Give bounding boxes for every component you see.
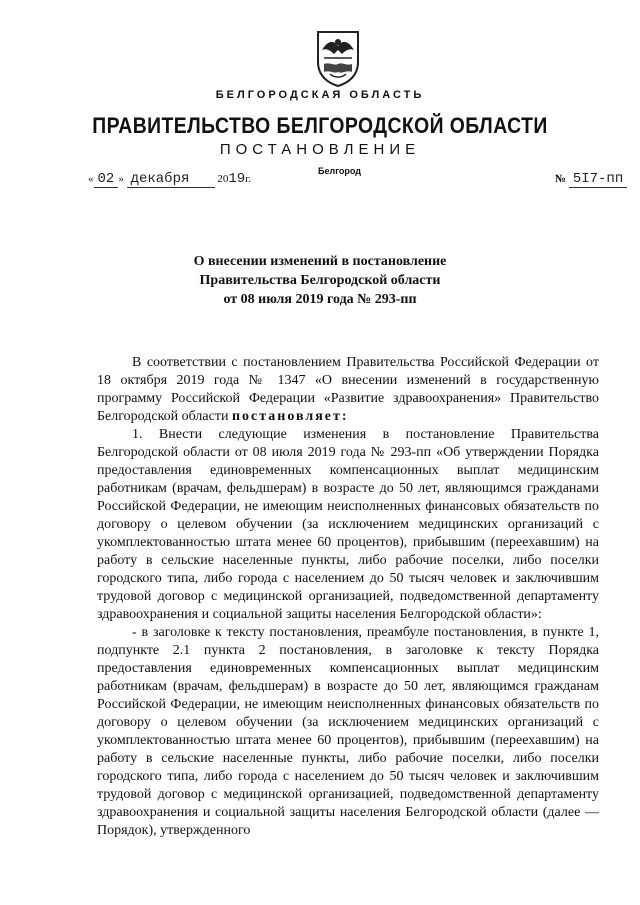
number-value: 5I7-пп — [569, 171, 627, 188]
date-day: 02 — [94, 171, 119, 188]
date-year-suffix: 19 — [228, 171, 246, 187]
city-name: Белгород — [318, 166, 361, 176]
date-year-mark: г. — [245, 173, 252, 185]
date-quote-open: « — [88, 173, 94, 185]
number-label: № — [555, 173, 567, 185]
region-name: БЕЛГОРОДСКАЯ ОБЛАСТЬ — [215, 89, 425, 101]
document-body — [97, 354, 599, 840]
paragraph-item-1: 1. Внести следующие изменения в постановление Правительства Белгородской области от 08 июля 2019 года № 293-пп «Об утверждении Порядка предоставления единовременных компенсационных выплат медицинским работникам (врачам, фельдшерам) в возрасте до 50 лет, являющимся гражданами Российской Федерации, не имеющим неисполненных финансовых обязательств по договору о целевом обучении (за исключением медицинских организаций с укомплектованностью штата менее 60 процентов), прибывшим (переехавшим) на работу в сельские населенные пункты, либо рабочие поселки, либо поселки городского типа, либо города с населением до 50 тысяч человек и заключившим трудовой договор с медицинской организацией, подведомственной департаменту здравоохранения и социальной защиты населения Белгородской области»: — [97, 427, 599, 622]
title-line: Правительства Белгородской области — [199, 273, 441, 288]
document-number — [555, 171, 627, 188]
date-month: декабря — [127, 171, 215, 188]
preamble-text: В соответствии с постановлением Правительства Российской Федерации от 18 октября 2019 года № 1347 «О внесении изменений в государственную программу Российской Федерации «Развитие здравоохранения» Правительство Белгородской области — [97, 355, 599, 424]
government-name: ПРАВИТЕЛЬСТВО БЕЛГОРОДСКОЙ ОБЛАСТИ — [92, 113, 548, 138]
resolves-keyword: постановляет: — [231, 409, 349, 424]
date-quote-close: » — [118, 173, 124, 185]
paragraph-bullet: - в заголовке к тексту постановления, преамбуле постановления, в пункте 1, подпункте 2.1 пункта 2 постановления, в заголовке к тексту Порядка предоставления единовременных компенсационных выплат медицинским работникам (врачам, фельдшерам) в возрасте до 50 лет, являющимся гражданам Российской Федерации, не имеющим неисполненных финансовых обязательств по договору о целевом обучении (за исключением медицинских организаций с укомплектованностью штата менее 60 процентов), прибывшим (переехавшим) на работу в сельские населенные пункты, либо рабочие поселки, либо поселки городского типа, либо города с населением до 50 тысяч человек и заключившим трудовой договор с медицинской организацией, подведомственной департаменту здравоохранения и социальной защиты населения Белгородской области (далее — Порядок), утвержденного — [97, 625, 599, 838]
paragraph-preamble — [97, 354, 599, 426]
document-type: ПОСТАНОВЛЕНИЕ — [219, 141, 421, 158]
coat-of-arms-icon — [312, 28, 364, 88]
title-line: О внесении изменений в постановление — [193, 254, 447, 269]
document-date — [88, 171, 251, 188]
document-title — [0, 252, 640, 309]
date-year-prefix: 20 — [217, 173, 229, 185]
title-line: от 08 июля 2019 года № 293-пп — [223, 292, 417, 307]
